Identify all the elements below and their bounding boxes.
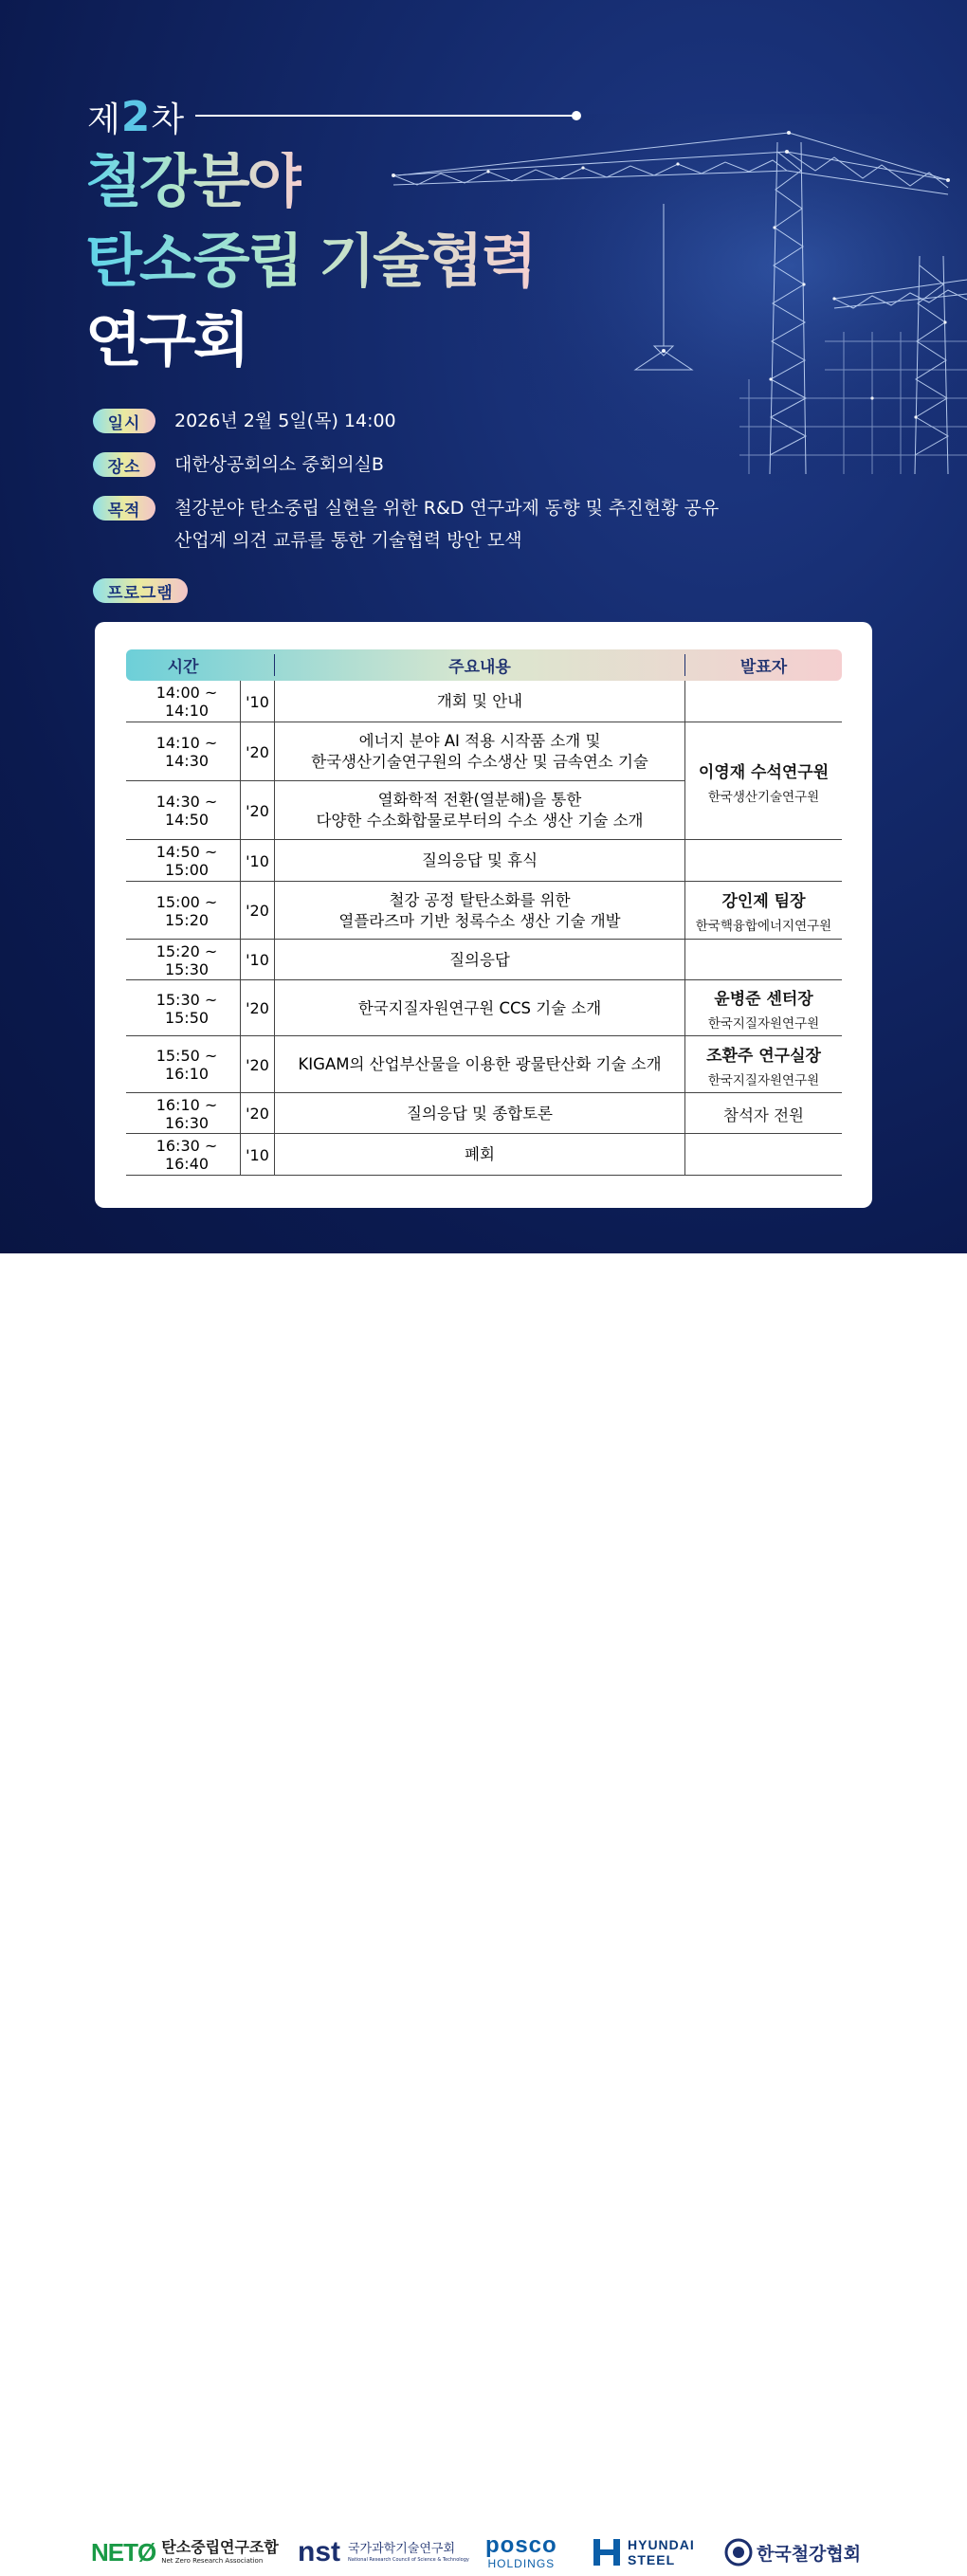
row-duration: '20 (240, 1036, 274, 1093)
title-line-2: 탄소중립 기술협력 (85, 226, 535, 295)
nst-en: National Research Council of Science & Technology (348, 2556, 469, 2563)
ksa-name: 한국철강협회 (757, 2543, 862, 2565)
place-value: 대한상공회의소 중회의실B (174, 454, 384, 475)
neto-logo (91, 2529, 279, 2576)
row-time: 16:10 ~ 16:30 (155, 1095, 218, 1132)
purpose-line-2: 산업계 의견 교류를 통한 기술협력 방안 모색 (174, 530, 522, 551)
row-content (274, 980, 685, 1036)
speaker-4 (685, 1036, 842, 1093)
info-purpose (93, 496, 719, 557)
purpose-line-1: 철강분야 탄소중립 실현을 위한 R&D 연구과제 동향 및 추진현황 공유 (174, 498, 720, 519)
table-row (126, 840, 842, 882)
row-content (274, 1036, 685, 1093)
speaker-3-org: 한국지질자원연구원 (707, 1016, 820, 1032)
date-label: 일시 (93, 409, 155, 433)
speaker-3-name: 윤병준 센터장 (714, 990, 813, 1009)
title-line-3: 연구회 (85, 305, 247, 375)
header-time: 시간 (167, 658, 199, 677)
row-content-line-2: 다양한 수소화합물로부터의 수소 생산 기술 소개 (316, 812, 644, 830)
header-content: 주요내용 (448, 658, 511, 677)
row-duration: '20 (240, 1093, 274, 1134)
speaker-3 (685, 980, 842, 1036)
row-content-line-1: KIGAM의 산업부산물을 이용한 광물탄산화 기술 소개 (298, 1055, 662, 1073)
ksa-emblem-icon (724, 2538, 753, 2567)
hyundai-h-icon (592, 2537, 622, 2567)
row-content-line-1: 열화학적 전환(열분해)을 통한 (377, 791, 582, 809)
session-number-value: 2 (120, 93, 150, 141)
nst-mark: nst (298, 2536, 340, 2567)
session-number (87, 93, 183, 141)
row-duration: '20 (240, 882, 274, 940)
title-divider-dot (572, 111, 581, 120)
date-value: 2026년 2월 5일(목) 14:00 (174, 411, 396, 431)
info-date (93, 409, 396, 437)
row-content-line-1: 폐회 (465, 1145, 495, 1163)
sponsor-footer (0, 1253, 967, 2570)
row-duration: '10 (240, 840, 274, 882)
table-row (126, 681, 842, 722)
row-content-line-1: 개회 및 안내 (436, 692, 523, 710)
row-time: 14:10 ~ 14:30 (155, 734, 218, 770)
row-content-line-1: 철강 공정 탈탄소화를 위한 (389, 890, 571, 909)
session-suffix: 차 (151, 100, 184, 139)
neto-name: 탄소중립연구조합 (161, 2538, 279, 2556)
row-content (274, 1093, 685, 1134)
row-duration: '10 (240, 681, 274, 722)
speaker-4-name: 조환주 연구실장 (706, 1046, 821, 1066)
row-content (274, 781, 685, 840)
nst-name: 국가과학기술연구회 (348, 2541, 456, 2556)
row-content (274, 1134, 685, 1176)
table-row (126, 940, 842, 980)
row-content-line-2: 열플라즈마 기반 청록수소 생산 기술 개발 (338, 911, 621, 930)
neto-en: Net Zero Research Association (161, 2557, 264, 2565)
posco-logo (485, 2529, 557, 2576)
row-time: 15:20 ~ 15:30 (155, 941, 218, 978)
row-content-line-2: 한국생산기술연구원의 수소생산 및 금속연소 기술 (311, 753, 648, 771)
posco-sub: HOLDINGS (487, 2557, 556, 2570)
speaker-2-org: 한국핵융합에너지연구원 (695, 919, 832, 934)
crane-illustration (379, 114, 967, 493)
row-duration: '20 (240, 781, 274, 840)
header-separator (274, 654, 275, 676)
title-line-1: 철강분야 (85, 146, 301, 215)
speaker-5-all: 참석자 전원 (723, 1105, 804, 1124)
row-content (274, 722, 685, 781)
nst-logo (298, 2529, 469, 2576)
hyundai-steel-logo (592, 2529, 695, 2576)
row-content-line-1: 질의응답 및 종합토론 (407, 1104, 553, 1123)
session-prefix: 제 (87, 100, 119, 139)
speaker-2 (685, 882, 842, 940)
speaker-5 (685, 1093, 842, 1134)
program-label: 프로그램 (93, 578, 188, 603)
posco-mark: posco (485, 2532, 557, 2558)
row-time: 15:50 ~ 16:10 (155, 1047, 218, 1083)
speaker-4-org: 한국지질자원연구원 (707, 1072, 820, 1088)
place-label: 장소 (93, 452, 155, 477)
info-program (93, 578, 188, 603)
table-row (126, 1134, 842, 1176)
row-content-line-1: 질의응답 및 휴식 (421, 851, 538, 869)
row-content-line-1: 한국지질자원연구원 CCS 기술 소개 (357, 998, 602, 1017)
hyundai-line-2: STEEL (628, 2552, 676, 2567)
ksa-logo (724, 2529, 861, 2576)
neto-mark: NETØ (91, 2537, 156, 2567)
purpose-label: 목적 (93, 496, 155, 521)
poster-background (0, 0, 967, 1253)
row-time: 14:50 ~ 15:00 (155, 843, 218, 879)
row-content (274, 940, 685, 980)
row-time: 16:30 ~ 16:40 (155, 1137, 218, 1173)
row-time: 14:30 ~ 14:50 (155, 793, 218, 829)
row-content-line-1: 에너지 분야 AI 적용 시작품 소개 및 (358, 732, 601, 750)
row-content (274, 681, 685, 722)
program-card (95, 622, 872, 1208)
speaker-1-name: 이영재 수석연구원 (698, 762, 830, 782)
row-time: 14:00 ~ 14:10 (155, 684, 218, 720)
speaker-2-name: 강인제 팀장 (721, 892, 806, 911)
row-duration: '20 (240, 980, 274, 1036)
row-duration: '20 (240, 722, 274, 781)
header-separator (684, 654, 685, 676)
info-place (93, 452, 384, 481)
row-content (274, 882, 685, 940)
row-content (274, 840, 685, 882)
speaker-1 (685, 722, 842, 840)
row-time: 15:30 ~ 15:50 (155, 990, 218, 1027)
row-time: 15:00 ~ 15:20 (155, 892, 218, 929)
title-divider (195, 115, 575, 117)
row-duration: '10 (240, 1134, 274, 1176)
hyundai-line-1: HYUNDAI (628, 2537, 695, 2552)
header-speaker: 발표자 (739, 658, 788, 677)
row-content-line-1: 질의응답 (449, 950, 510, 969)
speaker-1-org: 한국생산기술연구원 (707, 789, 820, 805)
row-duration: '10 (240, 940, 274, 980)
purpose-value (174, 492, 719, 557)
